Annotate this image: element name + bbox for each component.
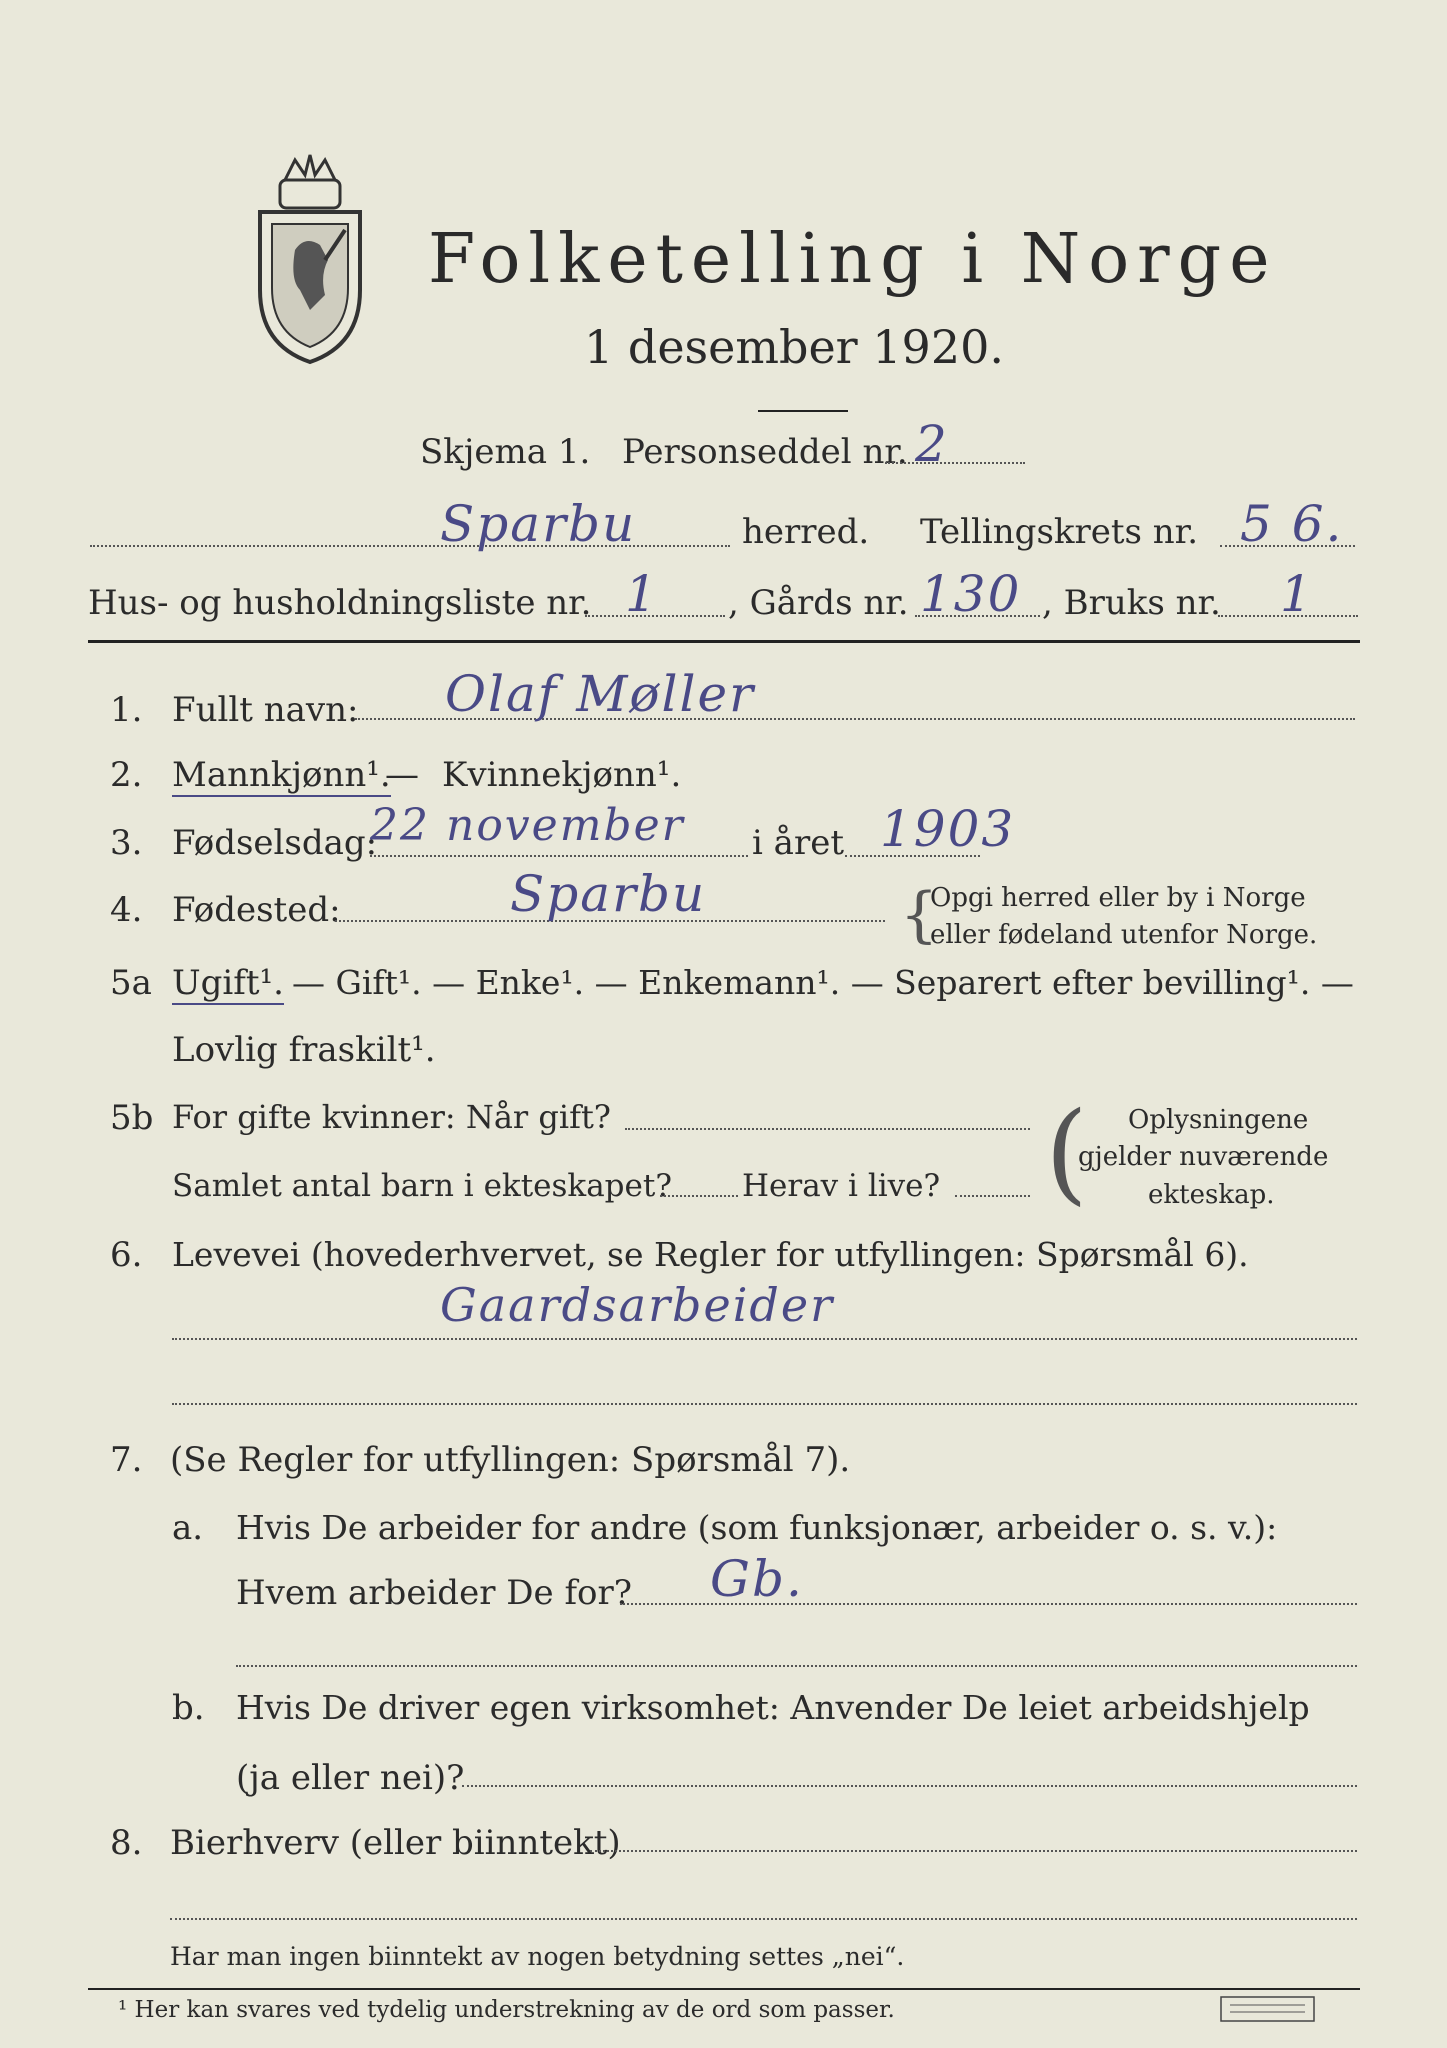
q6-line1 xyxy=(172,1338,1357,1340)
marital-options: — Gift¹. — Enke¹. — Enkemann¹. — Separert efter bevilling¹. — xyxy=(292,963,1354,1002)
q5b-line3 xyxy=(955,1195,1030,1197)
q2-separator: — xyxy=(385,755,419,795)
bruks-label: , Bruks nr. xyxy=(1042,583,1221,623)
q7a-label2: Hvem arbeider De for? xyxy=(236,1573,632,1613)
full-name-value[interactable]: Olaf Møller xyxy=(445,665,755,723)
gards-label: , Gårds nr. xyxy=(728,583,909,623)
page-title: Folketelling i Norge xyxy=(428,220,1278,299)
no-income-note: Har man ingen biinntekt av nogen betydning settes „nei“. xyxy=(170,1942,905,1971)
q5b-line2 xyxy=(660,1195,738,1197)
personseddel-line xyxy=(885,462,1025,464)
q3-number: 3. xyxy=(110,823,143,863)
q7b-label: Hvis De driver egen virksomhet: Anvender De leiet arbeidshjelp xyxy=(236,1688,1310,1727)
title-divider xyxy=(758,410,848,412)
q6-number: 6. xyxy=(110,1235,143,1275)
herred-label: herred. xyxy=(742,512,870,552)
divorced-option[interactable]: Lovlig fraskilt¹. xyxy=(172,1030,436,1070)
q5b-label3: Herav i live? xyxy=(742,1168,941,1204)
q7b-label2: (ja eller nei)? xyxy=(236,1758,465,1798)
q5b-note3: ekteskap. xyxy=(1148,1180,1275,1210)
q5b-label1: For gifte kvinner: Når gift? xyxy=(172,1098,611,1136)
occupation-value[interactable]: Gaardsarbeider xyxy=(440,1278,835,1332)
bruks-value[interactable]: 1 xyxy=(1280,565,1314,623)
q7-label: (Se Regler for utfyllingen: Spørsmål 7). xyxy=(170,1440,851,1480)
q4-note-line1: Opgi herred eller by i Norge xyxy=(930,883,1306,913)
hus-value[interactable]: 1 xyxy=(625,565,659,623)
q6-label: Levevei (hovederhvervet, se Regler for utfyllingen: Spørsmål 6). xyxy=(172,1235,1249,1274)
q7b-line xyxy=(462,1785,1357,1787)
unmarried-option[interactable]: Ugift¹. xyxy=(172,963,284,1003)
birthday-value[interactable]: 22 november xyxy=(370,800,685,851)
q6-line2 xyxy=(172,1403,1357,1405)
q7b-letter: b. xyxy=(172,1688,205,1728)
birth-year-value[interactable]: 1903 xyxy=(880,800,1016,858)
personseddel-value[interactable]: 2 xyxy=(915,415,949,473)
census-date: 1 desember 1920. xyxy=(584,320,1004,374)
skjema-label: Skjema 1. xyxy=(420,432,591,472)
printer-stamp-icon xyxy=(1220,1996,1315,2022)
footer-rule xyxy=(88,1988,1360,1990)
q8-line2 xyxy=(170,1918,1357,1920)
q5b-brace: ( xyxy=(1045,1088,1088,1216)
q3-line xyxy=(370,855,748,857)
q8-label: Bierhverv (eller biinntekt) xyxy=(170,1823,621,1863)
employer-value[interactable]: Gb. xyxy=(710,1550,804,1608)
q7a-line2 xyxy=(236,1665,1357,1667)
q5b-label2: Samlet antal barn i ekteskapet? xyxy=(172,1168,672,1204)
tellingskrets-label: Tellingskrets nr. xyxy=(920,512,1199,552)
q7a-label: Hvis De arbeider for andre (som funksjonær, arbeider o. s. v.): xyxy=(236,1508,1278,1547)
q4-brace: { xyxy=(900,880,939,950)
female-option[interactable]: Kvinnekjønn¹. xyxy=(442,755,682,795)
tellingskrets-value[interactable]: 5 6. xyxy=(1240,495,1344,553)
footnote: ¹ Her kan svares ved tydelig understrekning av de ord som passer. xyxy=(118,1997,895,2023)
q7a-letter: a. xyxy=(172,1508,204,1548)
hus-label: Hus- og husholdningsliste nr. xyxy=(88,583,592,623)
q1-label: Fullt navn: xyxy=(172,690,359,730)
q8-number: 8. xyxy=(110,1823,143,1863)
q4-label: Fødested: xyxy=(172,890,341,930)
q4-number: 4. xyxy=(110,890,143,930)
personseddel-label: Personseddel nr. xyxy=(622,432,908,472)
q3-label: Fødselsdag: xyxy=(172,823,378,863)
birthplace-value[interactable]: Sparbu xyxy=(510,865,707,923)
q5b-note2: gjelder nuværende xyxy=(1078,1142,1329,1172)
herred-value[interactable]: Sparbu xyxy=(440,495,637,553)
q1-number: 1. xyxy=(110,690,143,730)
q5b-line1 xyxy=(625,1128,1030,1130)
q5b-number: 5b xyxy=(110,1098,154,1138)
q5b-note1: Oplysningene xyxy=(1128,1105,1309,1135)
q7-number: 7. xyxy=(110,1440,143,1480)
header-rule xyxy=(88,640,1360,643)
gards-value[interactable]: 130 xyxy=(920,565,1022,623)
q4-note-line2: eller fødeland utenfor Norge. xyxy=(930,920,1318,950)
q3-year-label: i året xyxy=(752,823,844,863)
male-option[interactable]: Mannkjønn¹. xyxy=(172,755,391,795)
q2-number: 2. xyxy=(110,755,143,795)
q5a-number: 5a xyxy=(110,963,152,1003)
q8-line1 xyxy=(590,1850,1357,1852)
coat-of-arms-icon xyxy=(250,150,370,370)
